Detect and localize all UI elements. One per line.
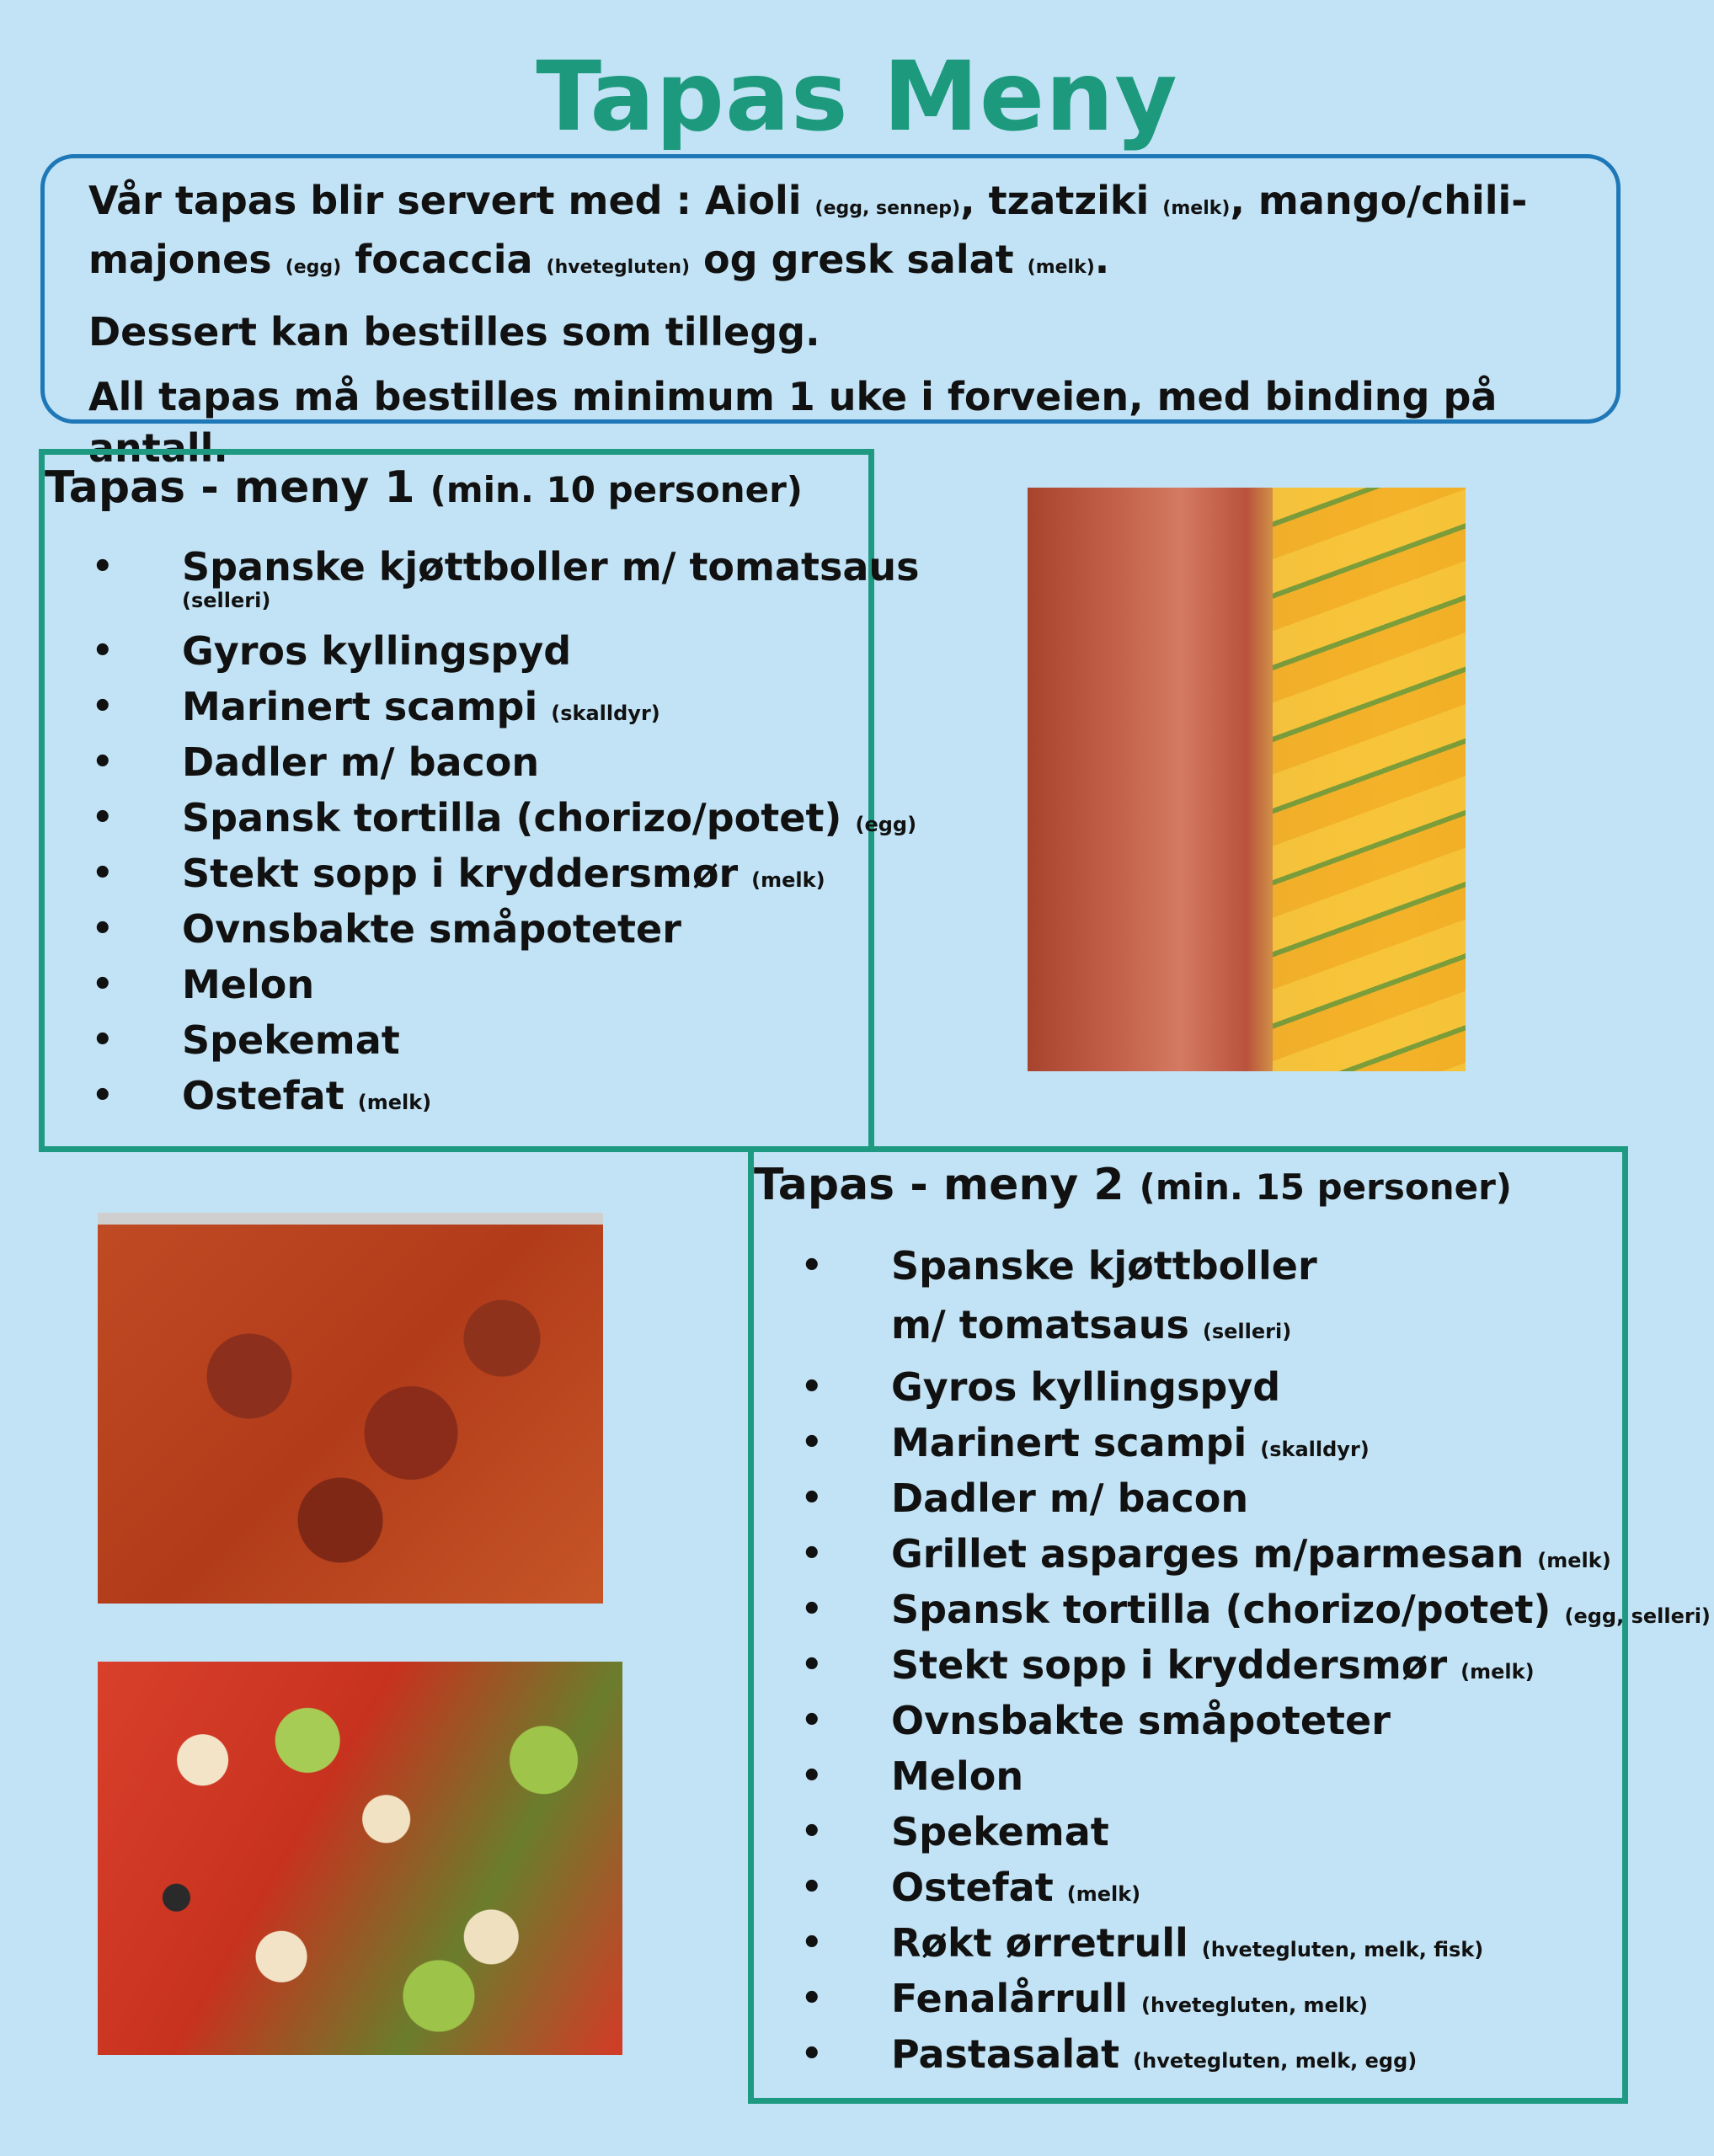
- menu-item-name: Ovnsbakte småpoteter: [891, 1698, 1391, 1743]
- menu-item-allergens: (melk): [1066, 1882, 1141, 1906]
- menu-item: [794, 1915, 1711, 1971]
- menu-item-name: Røkt ørretrull: [891, 1920, 1188, 1966]
- menu-item: [85, 846, 920, 901]
- intro-box: [40, 154, 1621, 471]
- menu-item-allergens: (skalldyr): [1260, 1438, 1370, 1461]
- menu-item: [794, 1693, 1711, 1748]
- menu-item: [794, 2026, 1711, 2082]
- menu-item: [85, 1012, 920, 1068]
- menu-2-box: [748, 1146, 1711, 2104]
- menu-item-name-continued: m/ tomatsaus: [891, 1302, 1189, 1348]
- menu-item: [794, 1526, 1711, 1582]
- menu-item-allergens: (melk): [751, 868, 825, 892]
- menu-item: [794, 1637, 1711, 1693]
- menu-item-name: Marinert scampi: [182, 684, 538, 729]
- menu-1-list: [85, 539, 920, 1123]
- menu-item: [794, 1748, 1711, 1804]
- page-title: Tapas Meny: [536, 40, 1178, 152]
- menu-item: [85, 1068, 920, 1123]
- menu-item-allergens: (melk): [357, 1091, 432, 1114]
- menu-item-name: Spansk tortilla (chorizo/potet): [891, 1587, 1551, 1632]
- menu-item-allergens: (melk): [1460, 1660, 1535, 1684]
- menu-item-allergens: (selleri): [1202, 1320, 1292, 1343]
- menu-item: [85, 539, 920, 623]
- menu-item: [794, 1236, 1711, 1359]
- menu-item-name: Dadler m/ bacon: [182, 739, 540, 785]
- menu-item-allergens: (egg): [855, 813, 917, 836]
- menu-item-name: Spanske kjøttboller: [891, 1243, 1317, 1289]
- menu-2-heading: Tapas - meny 2 (min. 15 personer): [754, 1160, 1512, 1210]
- menu-item-name: Gyros kyllingspyd: [891, 1364, 1281, 1410]
- menu-item-allergens: (hvetegluten, melk, egg): [1133, 2049, 1418, 2073]
- menu-item-allergens: (selleri): [182, 589, 271, 612]
- menu-item-allergens: (melk): [1537, 1549, 1611, 1572]
- menu-item: [85, 734, 920, 790]
- menu-item: [85, 957, 920, 1012]
- menu-item-name: Ostefat: [182, 1073, 344, 1118]
- menu-item-name: Gyros kyllingspyd: [182, 628, 572, 674]
- menu-item: [794, 1470, 1711, 1526]
- menu-item-name: Melon: [182, 962, 315, 1007]
- menu-item-allergens: (hvetegluten, melk, fisk): [1201, 1938, 1484, 1961]
- menu-item-name: Dadler m/ bacon: [891, 1476, 1249, 1521]
- menu-item: [794, 1359, 1711, 1415]
- menu-item: [794, 1582, 1711, 1637]
- menu-item-name: Spanske kjøttboller m/ tomatsaus: [182, 544, 920, 590]
- menu-item-name: Ovnsbakte småpoteter: [182, 906, 681, 952]
- menu-item-name: Stekt sopp i kryddersmør: [182, 851, 739, 896]
- menu-item-name: Grillet asparges m/parmesan: [891, 1531, 1524, 1577]
- menu-item-name: Marinert scampi: [891, 1420, 1247, 1465]
- menu-item-name: Ostefat: [891, 1865, 1054, 1910]
- menu-item-name: Melon: [891, 1753, 1024, 1799]
- menu-item-name: Fenalårrull: [891, 1976, 1129, 2021]
- menu-item: [794, 1971, 1711, 2026]
- menu-item: [85, 790, 920, 846]
- photo-meatballs: [98, 1213, 603, 1604]
- menu-item: [85, 623, 920, 679]
- menu-item-name: Spekemat: [891, 1809, 1109, 1854]
- menu-1-box: [39, 449, 920, 1152]
- menu-item-allergens: (skalldyr): [551, 702, 660, 725]
- menu-item-name: Pastasalat: [891, 2031, 1120, 2077]
- menu-item: [85, 679, 920, 734]
- photo-greek-salad: [98, 1662, 622, 2055]
- menu-item: [794, 1415, 1711, 1470]
- menu-item: [794, 1860, 1711, 1915]
- menu-item: [85, 901, 920, 957]
- menu-item-name: Spekemat: [182, 1017, 400, 1063]
- menu-item-allergens: (hvetegluten, melk): [1141, 1993, 1368, 2017]
- menu-1-heading: Tapas - meny 1 (min. 10 personer): [45, 462, 803, 513]
- menu-2-list: [794, 1236, 1711, 2082]
- menu-item-name: Stekt sopp i kryddersmør: [891, 1642, 1448, 1688]
- intro-dessert-line: Dessert kan bestilles som tillegg.: [88, 309, 820, 355]
- photo-spekemat-melon: [1028, 488, 1466, 1071]
- menu-item: [794, 1804, 1711, 1860]
- intro-order-line: All tapas må bestilles minimum 1 uke i forveien, med binding på antall.: [88, 374, 1498, 471]
- menu-item-allergens: (egg, selleri): [1564, 1604, 1711, 1628]
- intro-serving-line: Vår tapas blir servert med : Aioli (egg, sennep), tzatziki (melk), mango/chili- majones (egg) focaccia (hvetegluten) og gresk salat (melk).: [88, 178, 1528, 282]
- menu-item-name: Spansk tortilla (chorizo/potet): [182, 795, 842, 841]
